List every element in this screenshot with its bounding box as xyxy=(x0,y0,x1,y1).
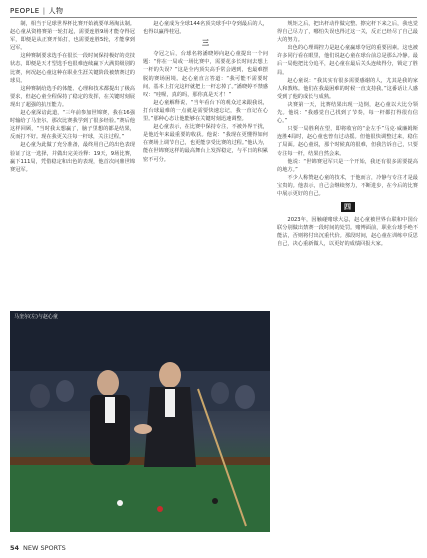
section-label: PEOPLE xyxy=(10,7,40,15)
paragraph: 赵心童解释说，“当年看台下的观众过来跟我说，打台球最难的一点就是需要快速忘记，我一直记在心里。”那种心态让他能够在关键时刻迅速调整。 xyxy=(143,99,268,123)
photo-caption: 马奎尔(左)与赵心童 xyxy=(14,314,58,320)
section-header xyxy=(10,6,64,16)
paragraph: 赵心童成为全球144名顶尖球手中夺到最后的人，也得以赢得桂冠。 xyxy=(143,21,268,36)
paragraph: 不少人称赞赵心童的技术，于他而言，冷静与专注才是最宝贵的。他表示，自己会继续努力，不断进步，在今后的比赛中展示更好的自己。 xyxy=(277,174,418,197)
page-number: 54 xyxy=(10,544,20,552)
header-rule xyxy=(10,17,417,18)
paragraph: 制，相当于足球世界杯比赛开始就要单场淘汰制。赵心童从资格赛第一轮打起，需要连胜9场才能夺得冠军，即便是从正赛开始打，也需要连胜5轮，才能拿到冠军。 xyxy=(10,21,135,52)
paragraph: 他说：“世锦赛冠军只是一个开始，我还有很多需要提高的地方。” xyxy=(277,158,418,173)
paragraph: 夺冠之后，台球名将潘晓婷向赵心童提出一个问题：“你在一局或一场比赛中，需要花多长时间去想上一杆的失误？”这是全内顶尖高手常会遇到，也最难摆脱的赛场困境。赵心童直言答道：“我可能不需要时间，基本上打完这杆就把上一杆忘掉了。”潘晓婷不禁感叹：“哇喔，真的吗，那你真是天才！” xyxy=(143,51,268,98)
paragraph: 规矩之后，把出杆动作做完整。擦完杆下来之后，我也觉得自己尽力了，哪怕失误也得过这一关，反正已经尽了自己最大的努力。 xyxy=(277,21,418,44)
paragraph: 决赛第一天，比赛结果出现一边倒，赵心童以大比分领先。他说：“我感觉自己找到了节奏，每一杆都打得很有信心。” xyxy=(277,101,418,125)
text-column-2 xyxy=(143,20,268,308)
paragraph: 只要一局胜利在望，即将收官的“金左手”马克·威廉姆斯连胜4局时，赵心童也曾有过动摇。但他很快调整过来，稳住了局面。赵心童说，那个时候真的很难，但我告诉自己，只要专注每一杆，结果自然会来。 xyxy=(277,126,418,157)
text-column-1 xyxy=(10,20,135,308)
paragraph: 2023年，因触碰赌球大忌，赵心童被世界台联和中国台联分别做出禁赛一段时间的处罚。赌博面前，职业台球手绝不能沾，否则将付出沉重代价。那段时间，赵心童在训练中反思自己，决心重新做人，以更好的成绩回报大家。 xyxy=(277,217,418,248)
paragraph: 出色的心理调控力是赵心童赢球夺冠的重要因素。这也被许多同行看在眼里，他们说赵心童在球台前总是那么冷静。最后一局他把比分追平，赵心童在最后关头连续得分，锁定了胜局。 xyxy=(277,45,418,76)
text-column-3 xyxy=(277,20,418,532)
paragraph: 赵心童表示，在比赛中保持专注，不被外界干扰，是他近年来最重要的收获。他说：“我现在更懂得如何在赛场上调节自己，也更能享受比赛的过程。”他认为，能在世锦赛这样的最高舞台上发挥稳定，与平日的积累密不可分。 xyxy=(143,124,268,163)
paragraph: 赵心童为此做了充分准备，最终用自己的出色表现验证了这一选择，并做出完美诠释：19天，9场比赛，赢下111局，凭借稳定和出色的表现，他首次问鼎世锦赛冠军。 xyxy=(10,142,135,173)
paragraph: 这种赛制要求选手在很长一段时间保持极好的竞技状态，即便是天才型选手也很难连续赢下大满贯级别的比赛，何况赵心童这种在职业生涯关键阶段被禁赛过的球员。 xyxy=(10,53,135,84)
paragraph: 这种赛制给选手的体能、心理和技术都提出了极高要求，但赵心童全程保持了稳定的发挥，在关键时刻展现出了超强的抗压能力。 xyxy=(10,85,135,108)
page-footer xyxy=(10,544,66,552)
paragraph: 赵心童说：“我其实有很多需要感谢的人，尤其是我的家人和教练。他们在我最困难的时候一直支持我。”这番话让人感受到了他的成长与成熟。 xyxy=(277,77,418,100)
category-label: 人物 xyxy=(48,7,64,15)
snooker-scene-illustration xyxy=(10,311,270,532)
section-number: 三 xyxy=(202,39,209,48)
header-separator: | xyxy=(42,7,46,15)
section-number: 四 xyxy=(341,202,355,212)
match-photo xyxy=(10,311,270,532)
magazine-name: NEW SPORTS xyxy=(23,544,66,552)
paragraph: 赵心童深谙此道，“三年前参加世锦赛，我在16强时输给了马奎尔。那次比赛我学到了很多经验。”赛后他这样回顾，“当时我太想赢了，脑子里想的都是结果，反而打不好。现在我更关注每一杆球，关注过程。” xyxy=(10,110,135,141)
